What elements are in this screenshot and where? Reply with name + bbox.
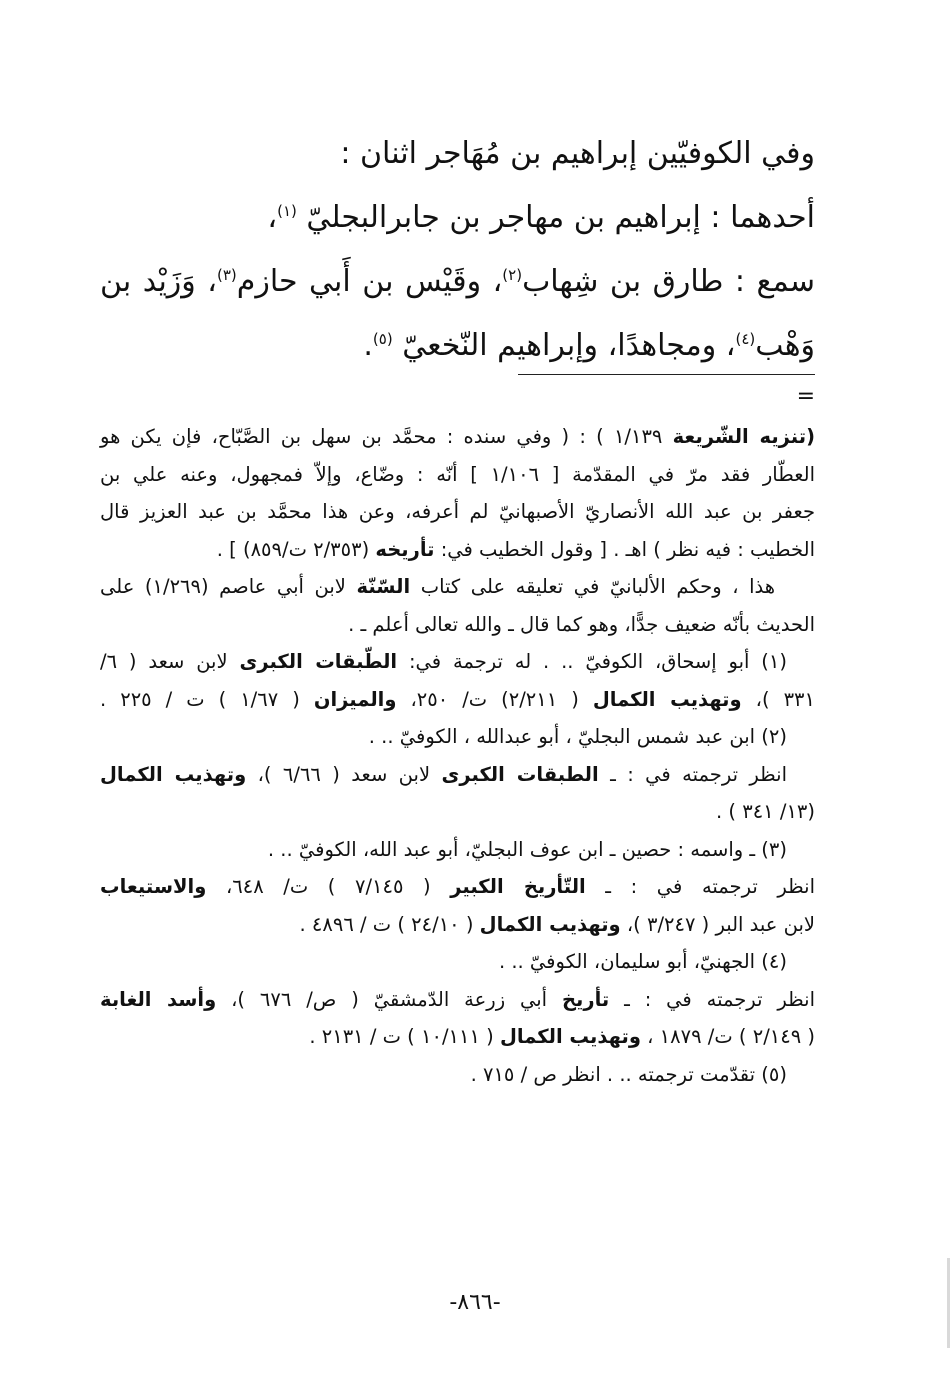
footnote-5: (٥) تقدّمت ترجمته .. . انظر ص / ٧١٥ . [470, 1062, 787, 1086]
note-line [100, 531, 815, 569]
footnote-ref-1: (١) [277, 202, 297, 220]
note-text: الخطيب : فيه نظر ) اهـ . [ وقول الخطيب في: [434, 537, 815, 561]
main-line-4 [100, 314, 815, 378]
note-bold: وتهذيب الكمال [592, 687, 742, 711]
note-bold: وتهذيب الكمال [100, 762, 247, 786]
footnote-2-line-2 [100, 756, 815, 794]
footnote-3-line-3 [100, 906, 815, 944]
main-line-3-part-3: ، وَزَيْد بن [100, 264, 217, 299]
footnote-3-line-2 [100, 868, 815, 906]
footnote-separator [518, 374, 815, 375]
note-text: ١/١٣٩ ) : ( وفي سنده : محمَّد بن سهل بن الصَّبّاح، فإن يكن هو [100, 425, 673, 448]
note-bold: وأسد الغابة [100, 987, 217, 1011]
footnote-4-line-2 [100, 981, 815, 1019]
note-bold: السّنّة [356, 575, 411, 598]
footnote-ref-5: (٥) [372, 330, 393, 348]
footnote-ref-4: (٤) [735, 330, 756, 348]
note-bold: الطّبقات الكبرى [239, 650, 398, 673]
footnote-1-line-2 [100, 681, 815, 719]
footnote-ref-2: (٢) [502, 266, 523, 284]
note-text: ( ٢/١٤٩ ) ت/ ١٨٧٩ ، [640, 1025, 815, 1048]
note-bold: التّأريخ الكبير [450, 875, 586, 898]
page-number: -٨٦٦- [449, 1290, 501, 1315]
note-text: (١) أبو إسحاق، الكوفيّ .. . له ترجمة في: [397, 650, 787, 673]
continuation-mark: = [796, 384, 815, 409]
main-line-2-text: أحدهما : إبراهيم بن مهاجر بن جابرالبجليّ [306, 200, 815, 235]
note-text: (٢/٣٥٣ ت/٨٥٩) ] . [216, 537, 376, 561]
note-text: انظر ترجمته في : ـ [585, 875, 815, 898]
main-line-3-part-2: ، وقَيْس بن أَبي حازم [236, 264, 503, 299]
footnote-4-line-1: (٤) الجهنيّ، أبو سليمان، الكوفيّ .. . [498, 950, 787, 973]
note-text: ( ٢/٢١١) ت/ ٢٥٠، [396, 687, 593, 711]
main-line-4-tail: . [363, 328, 373, 363]
note-bold: تأريخه [375, 537, 435, 561]
note-text: انظر ترجمته في : ـ [598, 762, 787, 786]
footnote-4-line-3 [100, 1018, 815, 1056]
note-text: هذا ، وحكم الألبانيّ في تعليقه على كتاب [410, 575, 776, 598]
note-line: الحديث بأنّه ضعيف جدًّا، وهو كما قال ـ والله تعالى أعلم ـ . [348, 612, 815, 636]
note-text: ( ١٠/١١١ ) ت / ٢١٣١ . [309, 1025, 500, 1048]
note-bold: والاستيعاب [100, 875, 207, 898]
main-line-3-part-1: سمع : طارق بن شِهاب [522, 264, 816, 299]
footnote-1-line-1 [100, 643, 815, 681]
note-text: ( ٢٤/١٠ ) ت / ٤٨٩٦ . [299, 912, 480, 936]
footnote-3-line-1: (٣) ـ واسمه : حصين ـ ابن عوف البجليّ، أبو عبد الله، الكوفيّ .. . [267, 837, 787, 861]
note-line: جعفر بن عبد الله الأنصاريّ الأصبهانيّ لم أعرفه، وعن هذا محمَّد بن عبد العزيز قال [100, 500, 815, 523]
footnote-2-line-1: (٢) ابن عبد شمس البجليّ ، أبو عبدالله ، الكوفيّ .. . [368, 725, 787, 748]
note-line: العطّار فقد مرّ في المقدّمة [ ١/١٠٦ ] أنّه : وضّاع، وإلاّ فمجهول، وعنه علي بن [100, 462, 815, 486]
note-bold: الطبقات الكبرى [441, 762, 599, 786]
main-line-1: وفي الكوفيّين إبراهيم بن مُهَاجر اثنان : [340, 136, 815, 171]
note-text: ( ٧/١٤٥ ) ت/ ٦٤٨، [206, 875, 451, 898]
note-text: انظر ترجمته في : ـ [609, 987, 815, 1011]
note-text: لابن عبد البر ( ٣/٢٤٧ )، [620, 912, 815, 936]
note-text: لابن سعد ( ٦/ [100, 650, 240, 673]
note-bold: وتهذيب الكمال [499, 1025, 641, 1048]
note-text: ( ١/٦٧ ) ت / ٢٢٥ . [100, 687, 314, 711]
main-line-3 [100, 250, 815, 314]
note-bold: وتهذيب الكمال [479, 912, 621, 936]
main-text [100, 122, 815, 378]
main-line-2 [100, 186, 815, 250]
note-bold: والميزان [313, 687, 397, 711]
note-text: لابن سعد ( ٦/٦٦ )، [246, 762, 442, 786]
main-line-2-tail: ، [267, 200, 278, 235]
note-text: ٣٣١ )، [741, 687, 815, 711]
main-line-4-part-2: ، ومجاهدًا، وإبراهيم النّخعيّ [402, 328, 736, 363]
note-text: لابن أبي عاصم (١/٢٦٩) على [100, 575, 357, 598]
note-bold: تأريخ [561, 987, 610, 1011]
note-line [100, 568, 815, 606]
note-bold: (تنزيه الشّريعة [672, 425, 816, 448]
note-line [100, 418, 815, 456]
footnote-2-line-3: (١٣/ ٣٤١ ) . [716, 800, 815, 823]
main-line-4-part-1: وَهْب [755, 328, 815, 363]
note-text: أبي زرعة الدّمشقيّ ( ص/ ٦٧٦ )، [216, 987, 562, 1011]
footnotes [100, 418, 815, 1093]
footnote-ref-3: (٣) [216, 266, 237, 284]
